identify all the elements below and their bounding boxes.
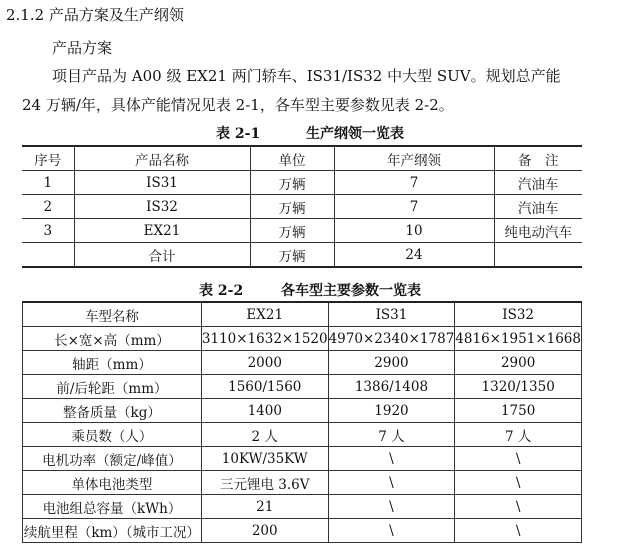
table-cell: 万辆 [250, 195, 334, 219]
table-cell: 汽油车 [494, 195, 582, 219]
table-cell: 轴距（mm） [23, 351, 202, 375]
table-cell: 3 [22, 219, 74, 243]
header-cell: IS32 [455, 302, 582, 327]
table-cell: 4970×2340×1787 [328, 327, 455, 351]
header-cell: 备 注 [494, 146, 582, 171]
header-cell: 序号 [22, 146, 74, 171]
table-cell: \ [328, 495, 455, 519]
intro-paragraph: 项目产品为 A00 级 EX21 两门轿车、IS31/IS32 中大型 SUV。规划总产能 24 万辆/年，具体产能情况见表 2-1，各车型主要参数见表 2-2。 [22, 67, 561, 114]
table-cell: 7 人 [455, 423, 582, 447]
table-cell: 万辆 [250, 243, 334, 268]
header-cell: 单位 [250, 146, 334, 171]
table-cell: 2000 [201, 351, 328, 375]
table-cell: 10 [334, 219, 494, 243]
table-cell: 长×宽×高（mm） [23, 327, 202, 351]
table-row [22, 219, 582, 243]
table-cell: 1386/1408 [328, 375, 455, 399]
table-cell: \ [455, 519, 582, 543]
table-cell: EX21 [74, 219, 250, 243]
table-cell: 万辆 [250, 171, 334, 195]
table-cell: \ [328, 447, 455, 471]
table-cell: 1560/1560 [201, 375, 328, 399]
table-cell: 纯电动汽车 [494, 219, 582, 243]
table2-caption-title: 各车型主要参数一览表 [280, 283, 421, 299]
table-cell: 4816×1951×1668 [455, 327, 582, 351]
vehicle-parameters-table [22, 301, 582, 543]
table-cell: 整备质量（kg） [23, 399, 202, 423]
header-cell: 产品名称 [74, 146, 250, 171]
table-cell: 续航里程（km）（城市工况） [23, 519, 202, 543]
table-cell: 前/后轮距（mm） [23, 375, 202, 399]
table-row [23, 351, 582, 375]
table-cell: 24 [334, 243, 494, 268]
section-heading: 2.1.2 产品方案及生产纲领 [6, 6, 184, 24]
table-row [23, 447, 582, 471]
table-cell: \ [455, 471, 582, 495]
table-cell: 2 人 [201, 423, 328, 447]
table-row [22, 171, 582, 195]
table2-caption [0, 280, 620, 300]
production-table [22, 145, 582, 268]
table-cell: 10KW/35KW [201, 447, 328, 471]
table1-caption-title: 生产纲领一览表 [305, 126, 404, 142]
header-cell: EX21 [201, 302, 328, 327]
table-cell: \ [328, 471, 455, 495]
table-cell: 汽油车 [494, 171, 582, 195]
table-cell: 单体电池类型 [23, 471, 202, 495]
table-row [22, 195, 582, 219]
table-header-row [23, 302, 582, 327]
table-cell: 三元锂电 3.6V [201, 471, 328, 495]
table-cell: 1750 [455, 399, 582, 423]
total-row [22, 243, 582, 268]
table-row [23, 327, 582, 351]
header-cell: 年产纲领 [334, 146, 494, 171]
table-row [23, 519, 582, 543]
table1-caption [0, 123, 620, 143]
table-header-row [22, 146, 582, 171]
table1-caption-number: 表 2-1 [216, 126, 261, 142]
table-cell: 2900 [455, 351, 582, 375]
table-cell: 7 人 [328, 423, 455, 447]
header-cell: IS31 [328, 302, 455, 327]
subheading: 产品方案 [52, 39, 113, 57]
table-cell: 电机功率（额定/峰值） [23, 447, 202, 471]
table-cell: 合计 [74, 243, 250, 268]
table-row [23, 495, 582, 519]
table-row [23, 375, 582, 399]
table-cell: 1320/1350 [455, 375, 582, 399]
table-cell: 1920 [328, 399, 455, 423]
table-cell: 3110×1632×1520 [201, 327, 328, 351]
table-cell: 电池组总容量（kWh） [23, 495, 202, 519]
table-cell: \ [328, 519, 455, 543]
table-cell: \ [455, 447, 582, 471]
table-cell: 1400 [201, 399, 328, 423]
table-cell: 乘员数（人） [23, 423, 202, 447]
table-cell [494, 243, 582, 268]
table-row [23, 399, 582, 423]
table-cell: 7 [334, 171, 494, 195]
table-cell: 7 [334, 195, 494, 219]
table-cell: IS31 [74, 171, 250, 195]
table-cell: 万辆 [250, 219, 334, 243]
table-cell: IS32 [74, 195, 250, 219]
header-cell: 车型名称 [23, 302, 202, 327]
table-row [23, 471, 582, 495]
table-row [23, 423, 582, 447]
table2-caption-number: 表 2-2 [199, 283, 244, 299]
table-cell: 200 [201, 519, 328, 543]
table-cell: 2 [22, 195, 74, 219]
table-cell: 1 [22, 171, 74, 195]
table-cell: 2900 [328, 351, 455, 375]
table-cell: \ [455, 495, 582, 519]
table-cell: 21 [201, 495, 328, 519]
table-cell [22, 243, 74, 268]
